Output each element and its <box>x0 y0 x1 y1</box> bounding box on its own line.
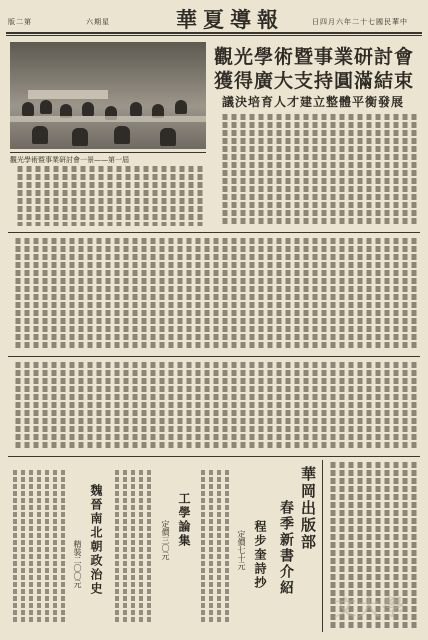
text-lines <box>10 236 420 352</box>
text-lines <box>110 468 154 628</box>
book-info-3: 精裝二〇〇元 <box>73 540 82 588</box>
photo-caption: 觀光學術暨事業研討會一景——第一屆 <box>10 152 206 165</box>
page-number: 版二第 <box>8 18 32 26</box>
ad-heading: 春季新書介紹 <box>278 500 294 596</box>
text-lines <box>196 468 232 628</box>
book-info-1: 定價七十元 <box>237 530 246 570</box>
conference-photo <box>10 42 206 149</box>
book-info-2: 定價三〇元 <box>161 520 170 560</box>
text-lines <box>10 360 420 452</box>
header-rule <box>6 32 422 34</box>
photo-banner <box>28 90 108 99</box>
section-divider <box>8 456 420 457</box>
book-desc-3 <box>10 468 68 628</box>
article-top-left <box>10 164 206 228</box>
headline-subline: 議決培育人才建立整體平衡發展 <box>222 95 405 109</box>
watermark-stamp: 文大學 <box>333 594 406 621</box>
ad-divider <box>322 460 323 632</box>
book-title-1: 程步奎詩抄 <box>253 520 267 590</box>
weekday: 六期星 <box>86 18 110 26</box>
article-lower <box>10 360 420 452</box>
headline-line1: 觀光學術暨事業研討會 <box>214 46 415 68</box>
article-middle <box>10 236 420 352</box>
section-divider <box>8 356 420 357</box>
book-desc-1 <box>196 468 232 628</box>
text-lines <box>10 468 68 628</box>
issue-date: 日四月六年二十七國民華中 <box>312 18 408 26</box>
article-top-right <box>214 110 420 228</box>
book-title-2: 工學論集 <box>177 492 191 548</box>
publisher-name: 華岡出版部 <box>299 466 317 551</box>
text-lines <box>10 164 206 228</box>
headline-line2: 獲得廣大支持圓滿結束 <box>214 70 415 92</box>
section-divider <box>8 232 420 233</box>
header-rule-thin <box>6 35 422 36</box>
text-lines <box>214 110 420 228</box>
book-desc-2 <box>110 468 154 628</box>
masthead-title: 華夏導報 <box>176 7 284 32</box>
book-title-3: 魏晉南北朝政治史 <box>89 484 103 596</box>
